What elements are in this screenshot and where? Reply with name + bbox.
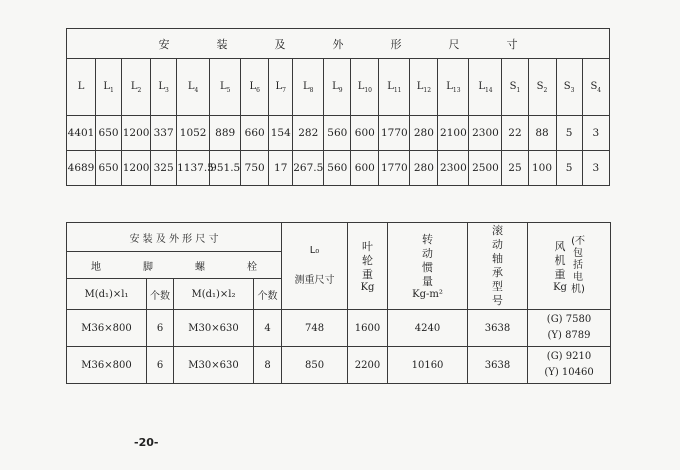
header-cell	[210, 59, 241, 116]
fan-char: 重	[554, 267, 566, 281]
anchor-bolt-header	[67, 252, 282, 279]
header-sub: 1	[109, 86, 114, 94]
bearing-char: 动	[492, 238, 504, 251]
cell-l0: 850	[282, 347, 348, 384]
header-cell	[96, 59, 122, 116]
table-cell: 560	[324, 116, 351, 151]
table-cell: 22	[502, 116, 528, 151]
title-char: 寸	[506, 37, 518, 51]
fan-y: (Y) 10460	[544, 367, 594, 378]
table-cell: 282	[293, 116, 324, 151]
table-cell: 1200	[122, 151, 151, 186]
table-cell: 4689	[67, 151, 96, 186]
fan-y: (Y) 8789	[547, 330, 591, 341]
cell-m1: M36×800	[67, 347, 147, 384]
bearing-char: 承	[492, 266, 504, 279]
col-count1: 个数	[147, 279, 174, 310]
header-base: L	[478, 80, 485, 92]
header-cell	[293, 59, 324, 116]
table-cell: 650	[96, 151, 122, 186]
header-sub: 3	[570, 86, 575, 94]
header-sub: 1	[516, 86, 521, 94]
cell-inertia: 4240	[388, 310, 468, 347]
header-base: L	[158, 80, 166, 92]
header-sub: 2	[543, 86, 548, 94]
cell-bearing: 3638	[468, 310, 528, 347]
dimensions-title	[67, 29, 610, 59]
table-cell: 3	[582, 116, 609, 151]
header-sub: 6	[256, 86, 260, 94]
cell-fan-weight	[528, 310, 611, 347]
header-base: L	[357, 80, 365, 92]
table-cell: 5	[556, 151, 582, 186]
impeller-header	[348, 223, 388, 310]
fan-unit: Kg	[553, 281, 567, 293]
table-cell: 951.5	[210, 151, 241, 186]
fan-char: 机	[554, 253, 566, 267]
table-cell: 337	[151, 116, 177, 151]
bearing-char: 型	[492, 280, 504, 293]
fan-note: (不包括电机)	[571, 236, 585, 295]
table-cell: 280	[410, 151, 438, 186]
cell-c2: 4	[254, 310, 282, 347]
header-cell	[410, 59, 438, 116]
cell-c1: 6	[147, 347, 174, 384]
cell-impeller: 1600	[348, 310, 388, 347]
cell-bearing: 3638	[468, 347, 528, 384]
table-cell: 88	[528, 116, 556, 151]
col-m2: M(d₁)×l₂	[174, 279, 254, 310]
header-cell	[379, 59, 410, 116]
table-cell: 5	[556, 116, 582, 151]
header-cell	[351, 59, 379, 116]
header-cell	[269, 59, 293, 116]
bearing-char: 轴	[492, 252, 504, 265]
table-cell: 1052	[177, 116, 210, 151]
cell-c1: 6	[147, 310, 174, 347]
header-sub: 9	[338, 86, 343, 94]
table-cell: 2300	[469, 116, 502, 151]
bearing-header	[468, 223, 528, 310]
cell-m2: M30×630	[174, 347, 254, 384]
header-sub: 4	[597, 86, 602, 94]
table-cell: 750	[241, 151, 269, 186]
install-title: 安 装 及 外 形 尺 寸	[67, 223, 282, 252]
impeller-char: 重	[362, 267, 374, 281]
header-cell	[438, 59, 469, 116]
bolt-char: 地	[91, 261, 101, 273]
table-cell: 2300	[438, 151, 469, 186]
header-base: L	[275, 80, 283, 92]
title-char: 安	[158, 37, 170, 51]
header-base: S	[509, 80, 517, 92]
table-cell: 600	[351, 116, 379, 151]
header-cell	[556, 59, 582, 116]
table-cell: 560	[324, 151, 351, 186]
header-base: L	[249, 80, 257, 92]
table-cell: 2500	[469, 151, 502, 186]
l0-label: L₀	[309, 245, 320, 256]
header-base: L	[416, 80, 424, 92]
l0-sublabel: 测重尺寸	[294, 275, 335, 286]
fan-weight-header	[528, 223, 611, 310]
installation-table	[66, 222, 611, 384]
table-cell: 1200	[122, 116, 151, 151]
header-cell	[151, 59, 177, 116]
header-base: L	[103, 80, 110, 92]
table-cell: 100	[528, 151, 556, 186]
cell-fan-weight	[528, 347, 611, 384]
fan-g: (G) 9210	[546, 351, 592, 362]
header-cell	[528, 59, 556, 116]
inertia-char: 惯	[422, 260, 434, 274]
title-char: 尺	[448, 37, 460, 51]
table-cell: 2100	[438, 116, 469, 151]
table-cell: 600	[351, 151, 379, 186]
header-sub: 11	[393, 86, 402, 94]
l0-header	[282, 223, 348, 310]
table-cell: 650	[96, 116, 122, 151]
header-row	[67, 59, 610, 116]
bearing-char: 滚	[492, 224, 504, 237]
table-cell: 325	[151, 151, 177, 186]
header-sub: 5	[226, 86, 231, 94]
fan-g: (G) 7580	[546, 314, 592, 325]
header-sub: 12	[423, 86, 432, 94]
header-base: L	[303, 80, 310, 92]
header-sub: 3	[165, 86, 169, 94]
bolt-char: 栓	[247, 261, 257, 273]
table-row	[67, 310, 611, 347]
header-base: S	[563, 80, 571, 92]
bolt-char: 脚	[143, 261, 153, 273]
header-base: L	[332, 80, 339, 92]
col-m1: M(d₁)×l₁	[67, 279, 147, 310]
header-cell	[122, 59, 151, 116]
header-sub: 7	[282, 86, 286, 94]
table-cell: 280	[410, 116, 438, 151]
table-row	[67, 347, 611, 384]
header-base: L	[387, 80, 394, 92]
header-base: L	[130, 80, 138, 92]
cell-c2: 8	[254, 347, 282, 384]
title-char: 装	[216, 37, 228, 51]
inertia-char: 动	[422, 246, 434, 260]
header-sub: 4	[194, 86, 199, 94]
impeller-char: 轮	[362, 253, 374, 267]
header-cell	[241, 59, 269, 116]
impeller-char: 叶	[362, 239, 374, 253]
cell-l0: 748	[282, 310, 348, 347]
title-char: 形	[390, 37, 402, 51]
header-base: S	[590, 80, 598, 92]
header-sub: 14	[484, 86, 493, 94]
header-cell	[177, 59, 210, 116]
page-number: -20-	[134, 436, 159, 449]
table-cell: 3	[582, 151, 609, 186]
header-sub: 2	[137, 86, 142, 94]
cell-impeller: 2200	[348, 347, 388, 384]
table-cell: 1770	[379, 151, 410, 186]
header-cell	[502, 59, 528, 116]
title-char: 外	[332, 37, 344, 51]
dimensions-table	[66, 28, 610, 186]
header-cell	[582, 59, 609, 116]
header-cell	[324, 59, 351, 116]
table-row	[67, 151, 610, 186]
header-base: L	[219, 80, 227, 92]
header-base: L	[446, 80, 453, 92]
title-char: 及	[274, 37, 286, 51]
table-cell: 17	[269, 151, 293, 186]
table-cell: 889	[210, 116, 241, 151]
header-sub: 13	[452, 86, 461, 94]
table-cell: 267.5	[293, 151, 324, 186]
table-cell: 1770	[379, 116, 410, 151]
bearing-char: 号	[492, 294, 504, 307]
inertia-header	[388, 223, 468, 310]
table-cell: 154	[269, 116, 293, 151]
col-count2: 个数	[254, 279, 282, 310]
header-cell	[469, 59, 502, 116]
fan-char: 风	[554, 239, 566, 253]
inertia-unit: Kg-m²	[412, 288, 443, 300]
inertia-char: 量	[422, 274, 434, 288]
impeller-unit: Kg	[360, 281, 375, 293]
header-base: L	[187, 80, 195, 92]
table-cell: 4401	[67, 116, 96, 151]
header-sub: 8	[309, 86, 314, 94]
cell-m2: M30×630	[174, 310, 254, 347]
header-sub: 10	[364, 86, 372, 94]
table-cell: 25	[502, 151, 528, 186]
bolt-char: 螺	[195, 261, 205, 273]
header-cell	[67, 59, 96, 116]
cell-inertia: 10160	[388, 347, 468, 384]
table-cell: 660	[241, 116, 269, 151]
header-base: S	[536, 80, 544, 92]
table-row	[67, 116, 610, 151]
cell-m1: M36×800	[67, 310, 147, 347]
inertia-char: 转	[422, 232, 434, 246]
header-base: L	[77, 80, 85, 92]
table-cell: 1137.5	[177, 151, 210, 186]
